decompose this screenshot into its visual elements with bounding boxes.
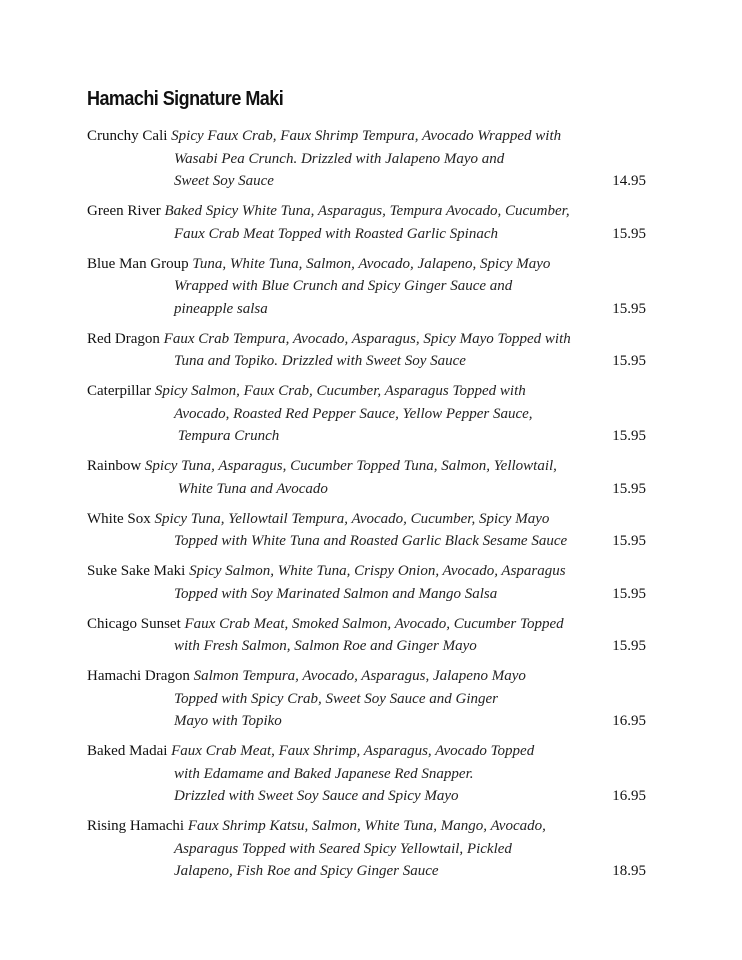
item-name: Caterpillar <box>87 383 152 399</box>
item-description: Tuna and Topiko. Drizzled with Sweet Soy Sauce <box>174 353 466 369</box>
menu-list <box>87 125 657 890</box>
item-name: Baked Madai <box>87 743 168 759</box>
menu-item-rising-hamachi <box>87 815 657 883</box>
item-description: Mayo with Topiko <box>174 713 282 729</box>
menu-item-white-sox <box>87 508 657 553</box>
item-name: Hamachi Dragon <box>87 668 190 684</box>
item-price: 15.95 <box>612 480 646 497</box>
item-description: Spicy Tuna, Asparagus, Cucumber Topped Tuna, Salmon, Yellowtail, <box>144 458 557 474</box>
menu-item-green-river <box>87 200 657 245</box>
item-name: Blue Man Group <box>87 255 189 272</box>
item-price: 15.95 <box>612 585 646 602</box>
item-description: pineapple salsa <box>174 300 268 317</box>
item-description: Drizzled with Sweet Soy Sauce and Spicy Mayo <box>174 788 459 804</box>
item-description: Spicy Tuna, Yellowtail Tempura, Avocado, Cucumber, Spicy Mayo <box>154 510 550 527</box>
item-name: Chicago Sunset <box>87 615 181 632</box>
menu-item-red-dragon <box>87 328 657 373</box>
item-name: Rising Hamachi <box>87 818 185 834</box>
item-name: Green River <box>87 203 161 219</box>
item-description: Faux Crab Meat, Faux Shrimp, Asparagus, Avocado Topped <box>171 743 535 759</box>
item-description: Tempura Crunch <box>174 428 280 444</box>
item-description: Wasabi Pea Crunch. Drizzled with Jalapeno Mayo and <box>174 150 505 167</box>
item-name: Red Dragon <box>87 330 160 347</box>
item-name: Crunchy Cali <box>87 128 168 144</box>
item-description: Asparagus Topped with Seared Spicy Yellowtail, Pickled <box>174 840 512 857</box>
item-description: Topped with White Tuna and Roasted Garlic Black Sesame Sauce <box>174 533 568 549</box>
item-name: White Sox <box>87 510 151 527</box>
item-description: with Edamame and Baked Japanese Red Snapper. <box>174 765 474 782</box>
item-description: Faux Crab Meat, Smoked Salmon, Avocado, Cucumber Topped <box>184 615 564 632</box>
menu-item-caterpillar <box>87 380 657 448</box>
item-price: 15.95 <box>612 300 646 317</box>
menu-item-rainbow <box>87 455 657 500</box>
item-name: Suke Sake Maki <box>87 563 186 579</box>
item-description: Faux Crab Tempura, Avocado, Asparagus, Spicy Mayo Topped with <box>163 330 571 347</box>
item-name: Rainbow <box>87 458 142 474</box>
item-price: 15.95 <box>612 533 646 549</box>
menu-item-baked-madai <box>87 740 657 808</box>
item-description: Faux Shrimp Katsu, Salmon, White Tuna, Mango, Avocado, <box>187 818 546 834</box>
section-heading: Hamachi Signature Maki <box>87 88 284 110</box>
item-price: 16.95 <box>612 713 646 729</box>
item-description: Baked Spicy White Tuna, Asparagus, Tempura Avocado, Cucumber, <box>164 203 570 219</box>
item-price: 15.95 <box>612 225 646 242</box>
menu-item-hamachi-dragon <box>87 665 657 733</box>
item-description: Wrapped with Blue Crunch and Spicy Ginger Sauce and <box>174 278 513 294</box>
item-price: 18.95 <box>612 863 646 879</box>
item-price: 15.95 <box>612 638 646 654</box>
item-description: Avocado, Roasted Red Pepper Sauce, Yellow Pepper Sauce, <box>174 405 533 422</box>
item-description: Salmon Tempura, Avocado, Asparagus, Jalapeno Mayo <box>193 668 526 684</box>
menu-item-suke-sake-maki <box>87 560 657 605</box>
item-description: Topped with Soy Marinated Salmon and Mango Salsa <box>174 585 498 602</box>
menu-item-crunchy-cali <box>87 125 657 193</box>
item-description: Faux Crab Meat Topped with Roasted Garlic Spinach <box>174 225 499 242</box>
menu-item-chicago-sunset <box>87 613 657 658</box>
item-description: Spicy Salmon, White Tuna, Crispy Onion, Avocado, Asparagus <box>189 563 566 579</box>
item-description: Jalapeno, Fish Roe and Spicy Ginger Sauce <box>174 863 439 879</box>
item-description: Spicy Faux Crab, Faux Shrimp Tempura, Avocado Wrapped with <box>171 128 562 144</box>
item-description: White Tuna and Avocado <box>174 480 328 497</box>
item-price: 15.95 <box>612 428 646 444</box>
item-description: Spicy Salmon, Faux Crab, Cucumber, Asparagus Topped with <box>154 383 526 399</box>
item-description: Sweet Soy Sauce <box>174 173 274 189</box>
item-description: Topped with Spicy Crab, Sweet Soy Sauce and Ginger <box>174 690 498 707</box>
item-price: 15.95 <box>612 353 646 369</box>
item-price: 14.95 <box>612 173 646 189</box>
item-description: Tuna, White Tuna, Salmon, Avocado, Jalapeno, Spicy Mayo <box>192 255 551 272</box>
item-price: 16.95 <box>612 788 646 804</box>
item-description: with Fresh Salmon, Salmon Roe and Ginger Mayo <box>174 638 477 654</box>
menu-item-blue-man-group <box>87 253 657 321</box>
